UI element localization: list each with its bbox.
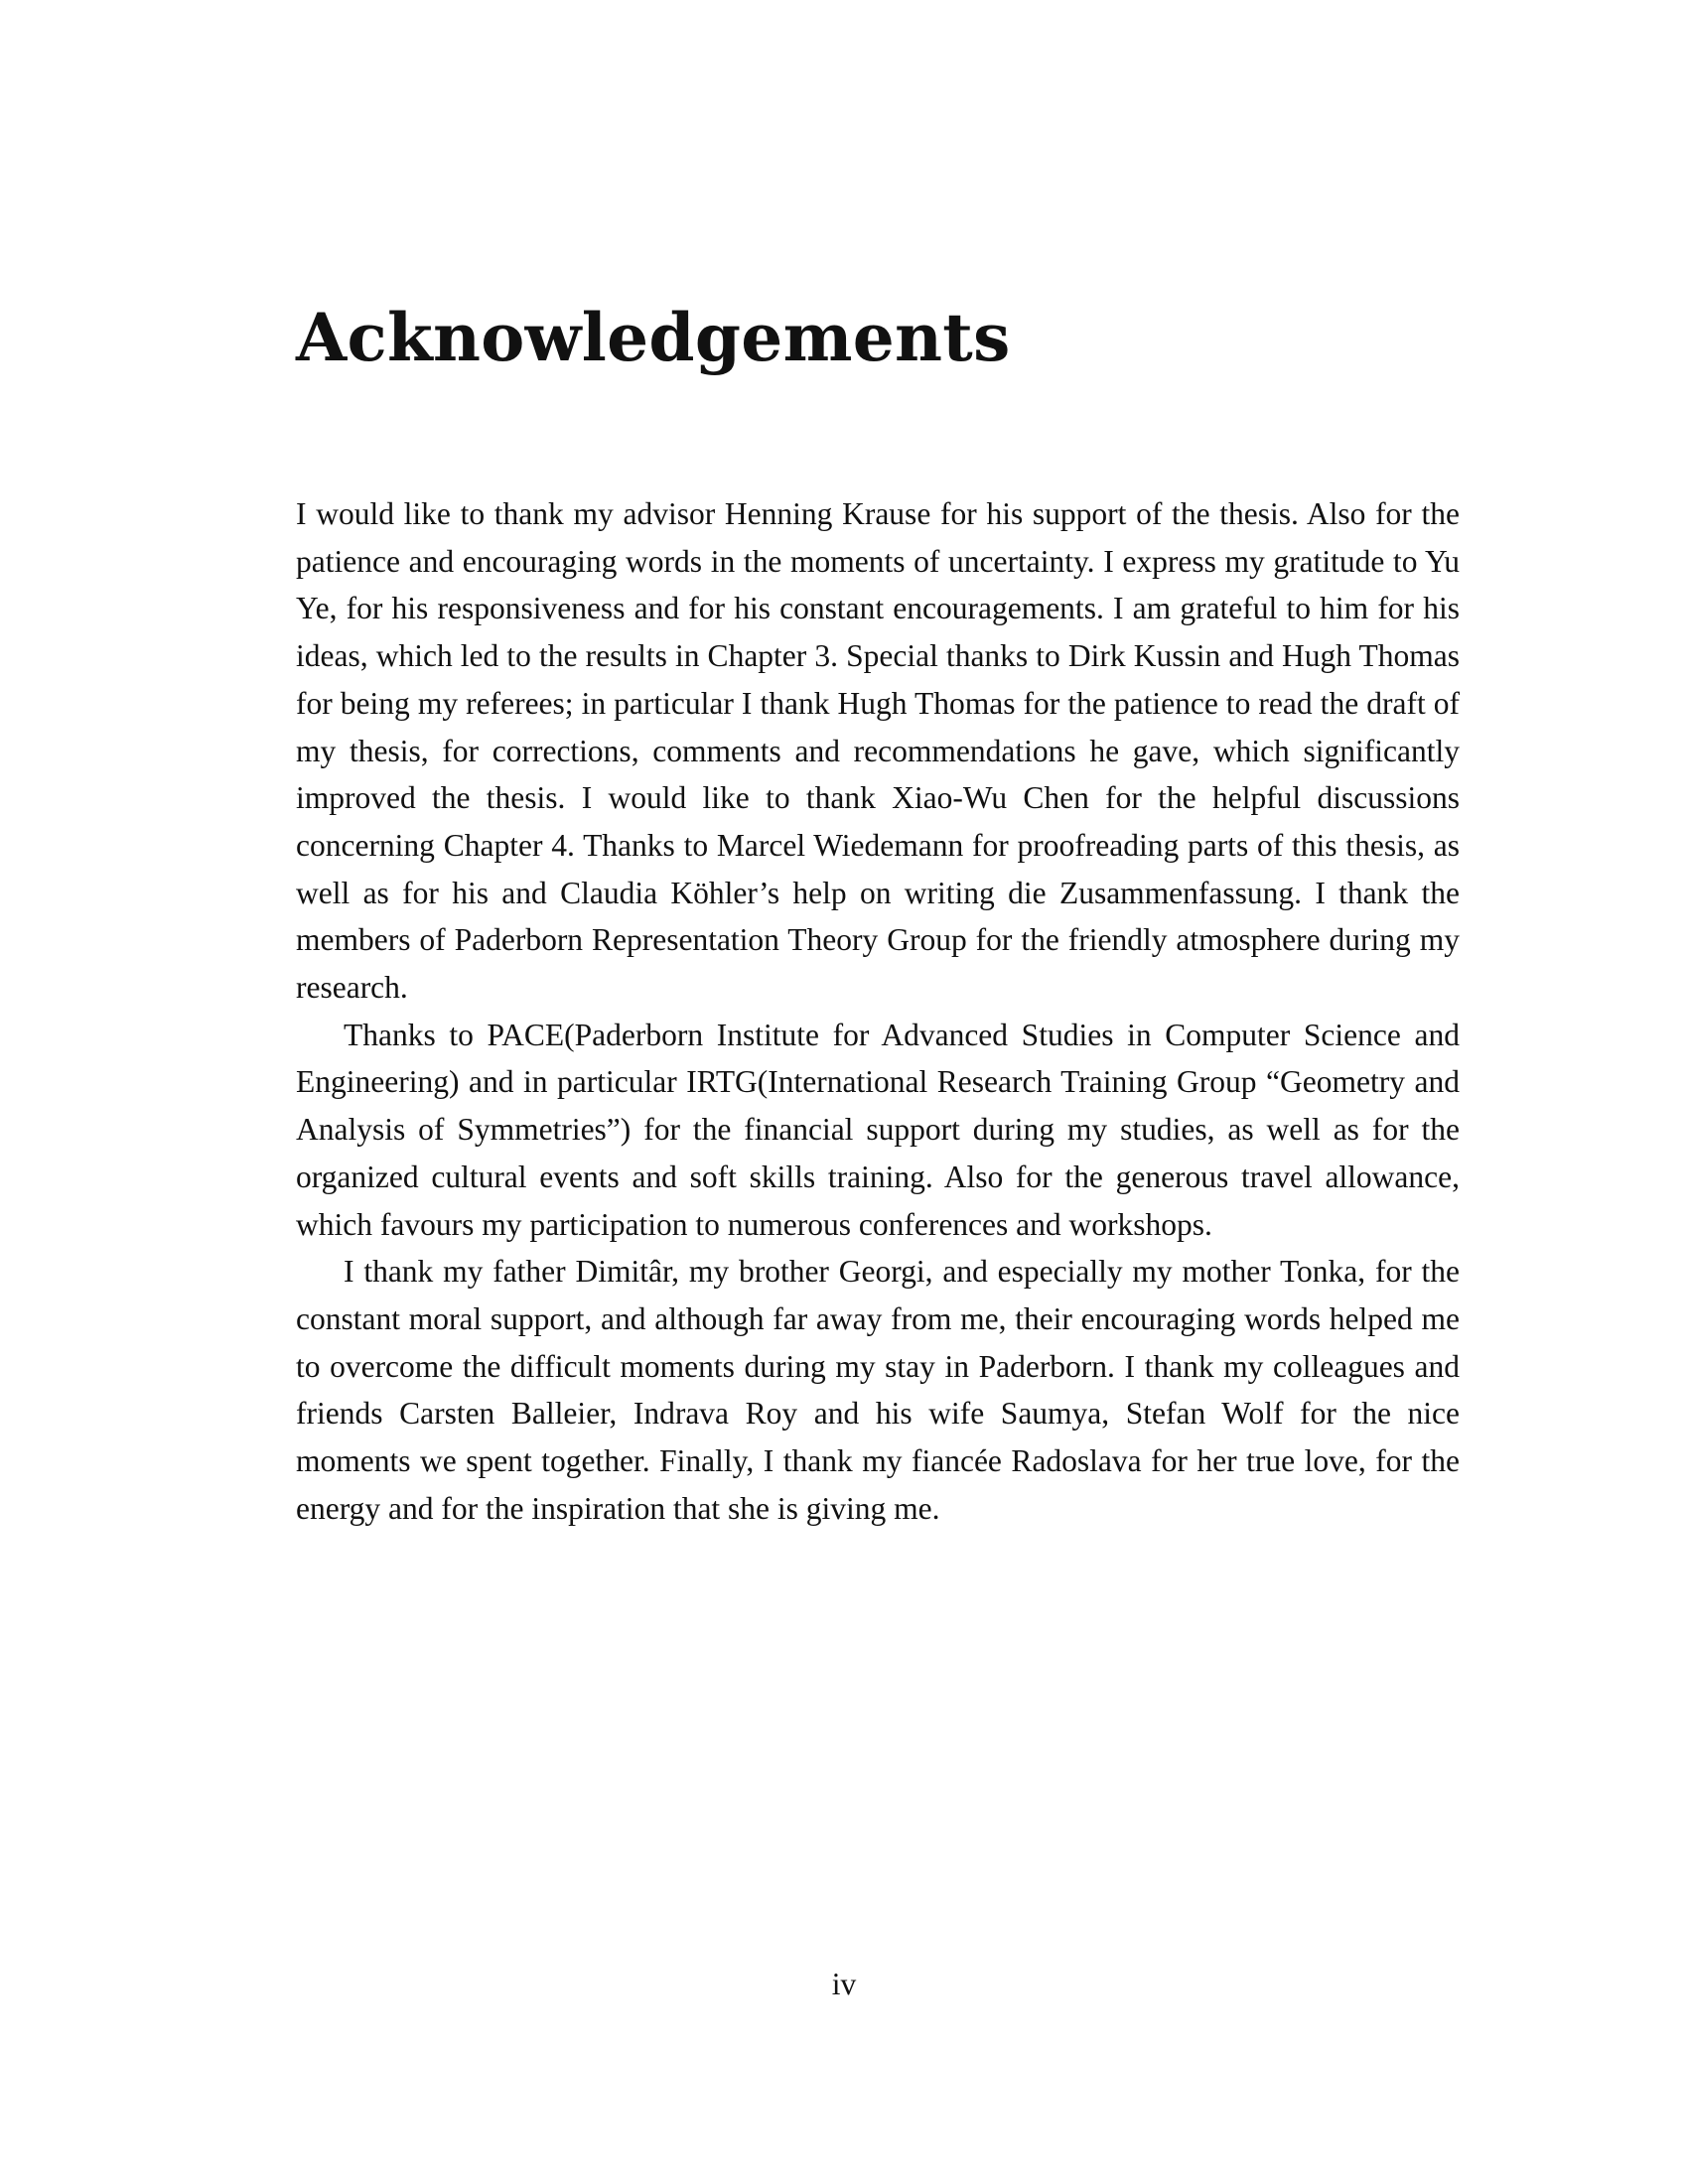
paragraph-family-friends: I thank my father Dimitâr, my brother Georgi, and especially my mother Tonka, for the constant moral support, and although far away from me, their encouraging words helped me to overcome the difficult moments during my stay in Paderborn. I thank my colleagues and friends Carsten Balleier, Indrava Roy and his wife Saumya, Stefan Wolf for the nice moments we spent together. Finally, I thank my fiancée Radoslava for her true love, for the energy and for the inspiration that she is giving me.	[296, 1254, 1460, 1526]
paragraph-funding: Thanks to PACE(Paderborn Institute for Advanced Studies in Computer Science and Engineering) and in particular IRTG(International Research Training Group “Geometry and Analysis of Symmetries”) for the financial support during my studies, as well as for the organized cultural events and soft skills training. Also for the generous travel allowance, which favours my participation to numerous conferences and workshops.	[296, 1017, 1460, 1242]
page-number: iv	[831, 1967, 857, 2001]
acknowledgements-body	[296, 490, 1460, 1532]
chapter-title: Acknowledgements	[296, 299, 1011, 376]
paragraph-advisors: I would like to thank my advisor Henning Krause for his support of the thesis. Also for the patience and encouraging words in the moments of uncertainty. I express my gratitude to Yu Ye, for his responsiveness and for his constant encouragements. I am grateful to him for his ideas, which led to the results in Chapter 3. Special thanks to Dirk Kussin and Hugh Thomas for being my referees; in particular I thank Hugh Thomas for the patience to read the draft of my thesis, for corrections, comments and recommendations he gave, which significantly improved the thesis. I would like to thank Xiao-Wu Chen for the helpful discussions concerning Chapter 4. Thanks to Marcel Wiedemann for proofreading parts of this thesis, as well as for his and Claudia Köhler’s help on writing die Zusammenfassung. I thank the members of Paderborn Representation Theory Group for the friendly atmosphere during my research.	[296, 496, 1460, 1006]
